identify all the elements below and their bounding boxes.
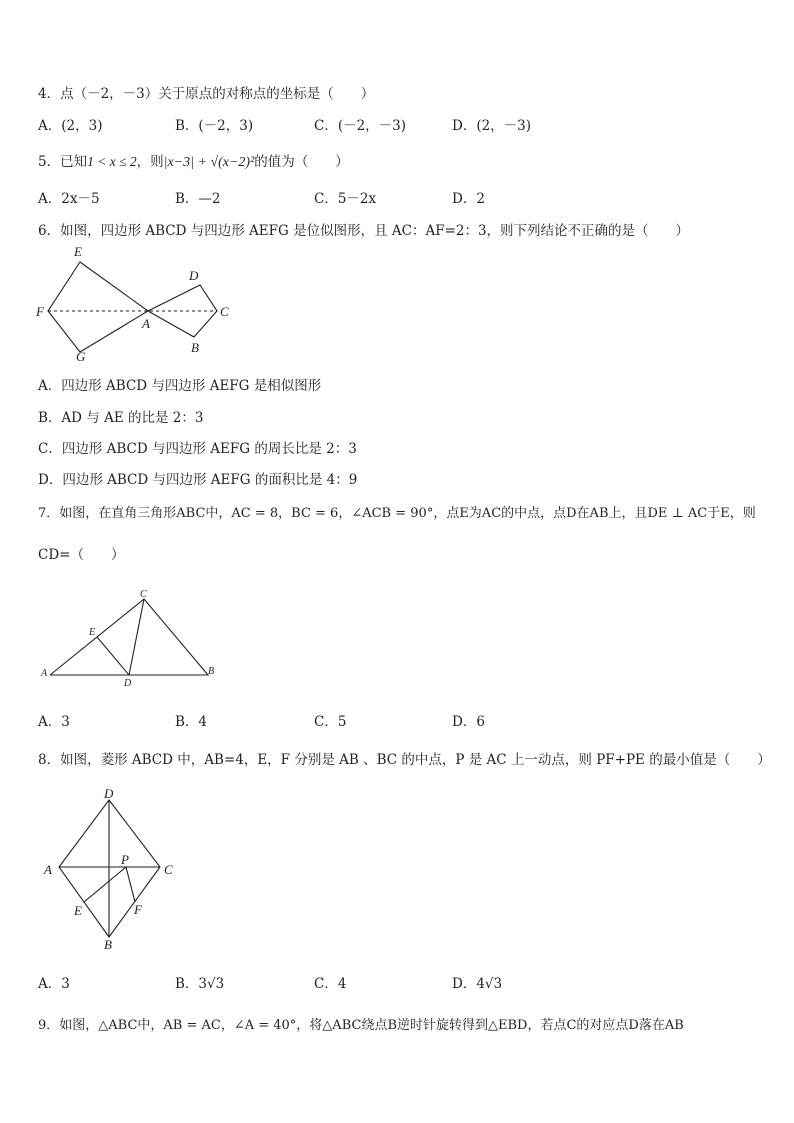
q5-expression: |x−3| + √(x−2)²: [163, 155, 255, 170]
q7-label-e: E: [89, 627, 96, 638]
q6-option-d: D．四边形 ABCD 与四边形 AEFG 的面积比是 4：9: [38, 472, 358, 488]
q5-option-a: A．2x－5: [38, 191, 100, 207]
q6-figure: [30, 240, 240, 365]
q8-option-a: A．3: [38, 976, 70, 992]
q8-option-c: C．4: [314, 976, 347, 992]
q8-figure: [40, 786, 190, 952]
q6-label-c: C: [220, 304, 229, 319]
q8-label-c: C: [164, 862, 173, 877]
q5-stem-prefix: 5．已知: [38, 154, 88, 170]
q7-label-c: C: [140, 589, 147, 600]
q5-stem: [38, 150, 349, 171]
q8-option-b: B．3√3: [175, 976, 225, 992]
q5-stem-mid: ，则: [136, 154, 164, 170]
q7-label-a: A: [41, 668, 48, 679]
q5-option-b: B．—2: [175, 191, 221, 207]
q7-option-a: A．3: [38, 714, 70, 730]
q7-figure: [36, 586, 226, 690]
q4-option-c: C．(－2，－3): [314, 118, 407, 134]
q7-label-d: D: [124, 678, 132, 689]
q6-option-a: A．四边形 ABCD 与四边形 AEFG 是相似图形: [38, 378, 322, 394]
q6-label-a: A: [142, 316, 150, 331]
q5-option-c: C．5－2x: [314, 191, 377, 207]
q6-label-e: E: [74, 244, 82, 259]
q8-label-e: E: [74, 903, 82, 918]
q4-option-b: B．(－2，3): [175, 118, 254, 134]
q6-option-b: B．AD 与 AE 的比是 2：3: [38, 410, 204, 426]
q8-line-pe: [84, 867, 126, 902]
q8-stem: 8．如图，菱形 ABCD 中，AB=4，E，F 分别是 AB 、BC 的中点，P 是 AC 上一动点，则 PF+PE 的最小值是（ ）: [38, 752, 771, 768]
q8-label-d: D: [104, 786, 114, 801]
q8-label-f: F: [134, 902, 142, 917]
q6-label-f: F: [36, 304, 44, 319]
q7-option-c: C．5: [314, 714, 347, 730]
q7-triangle-abc: [50, 599, 208, 675]
q8-label-a: A: [44, 862, 52, 877]
q7-line-cd: [129, 599, 144, 675]
q6-label-b: B: [191, 340, 199, 355]
q6-quad-aefg: [48, 262, 148, 352]
q7-option-d: D．6: [452, 714, 485, 730]
q7-stem: 7．如图，在直角三角形ABC中，AC = 8，BC = 6，∠ACB = 90°，点E为AC的中点，点D在AB上，且DE ⊥ AC于E，则: [38, 506, 756, 521]
q7-stem-line2: CD=（ ）: [38, 547, 125, 563]
q4-stem: 4．点（－2，－3）关于原点的对称点的坐标是（ ）: [38, 86, 375, 102]
q4-option-d: D．(2，－3): [452, 118, 532, 134]
q5-stem-suffix: 的值为（ ）: [254, 154, 349, 170]
q6-option-c: C．四边形 ABCD 与四边形 AEFG 的周长比是 2：3: [38, 441, 357, 457]
q8-label-p: P: [121, 852, 129, 867]
q8-option-d: D．4√3: [452, 976, 503, 992]
q8-line-pf: [126, 867, 135, 902]
q7-line-ed: [97, 637, 129, 675]
q4-option-a: A．(2，3): [38, 118, 103, 134]
q6-label-d: D: [189, 268, 199, 283]
q5-condition: 1 < x ≤ 2: [87, 154, 137, 169]
q5-option-d: D．2: [452, 191, 485, 207]
q8-label-b: B: [104, 937, 112, 952]
q7-option-b: B．4: [175, 714, 208, 730]
q6-label-g: G: [76, 349, 86, 364]
q7-label-b: B: [208, 666, 215, 677]
q9-stem: 9．如图，△ABC中，AB = AC，∠A = 40°，将△ABC绕点B逆时针旋转得到△EBD，若点C的对应点D落在AB: [38, 1018, 684, 1033]
q6-stem: 6．如图，四边形 ABCD 与四边形 AEFG 是位似图形，且 AC：AF=2：3，则下列结论不正确的是（ ）: [38, 223, 690, 239]
